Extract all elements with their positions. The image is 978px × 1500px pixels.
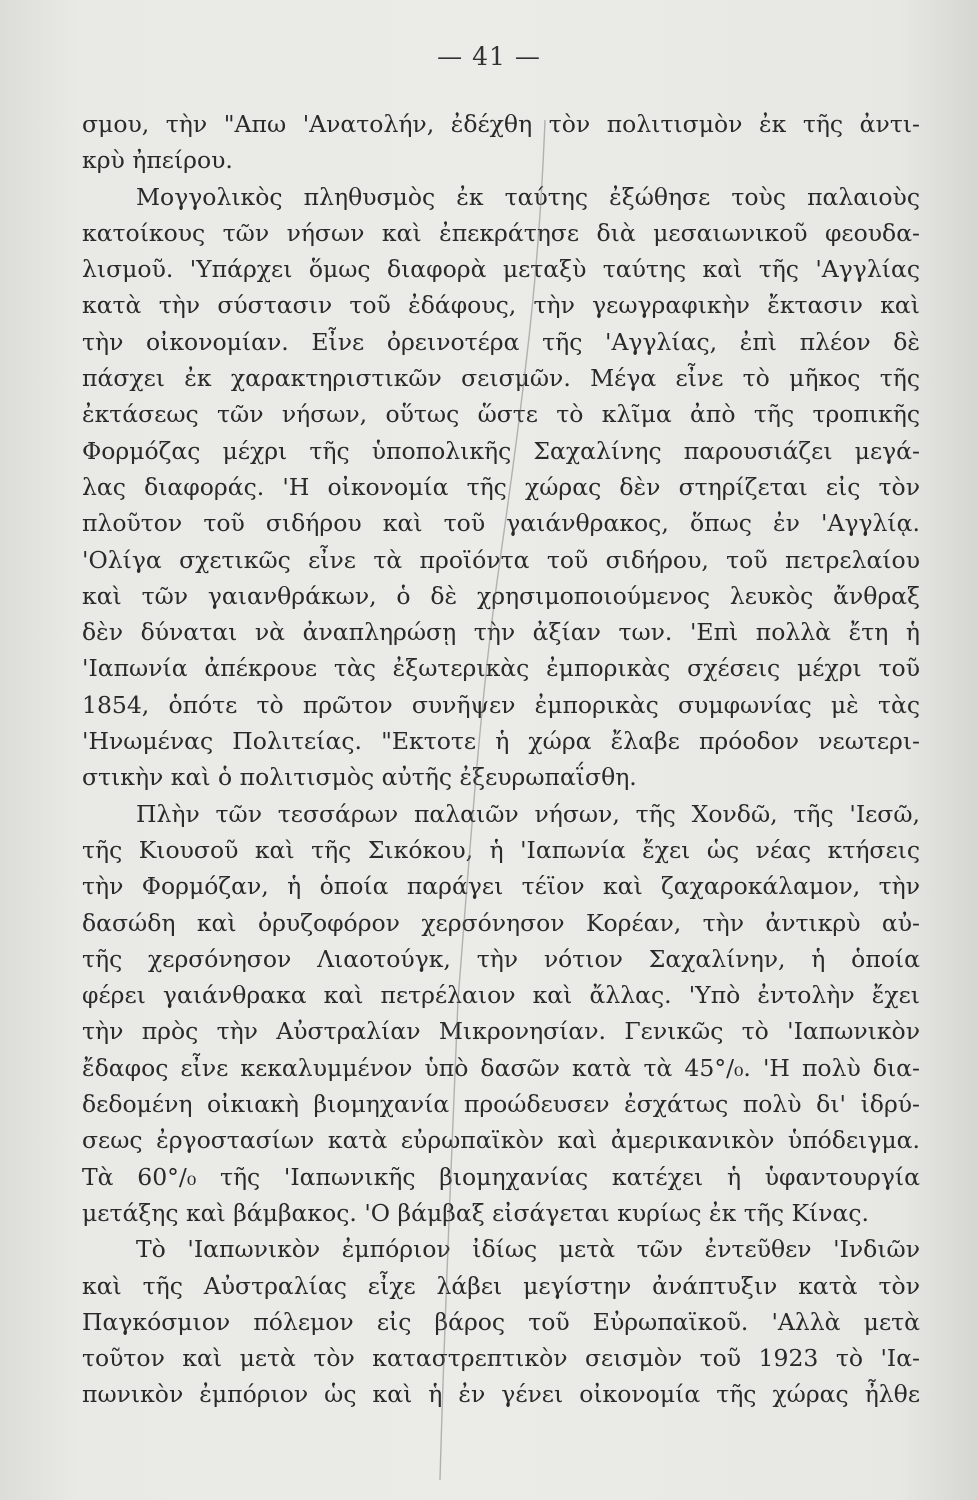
text-line: Πλὴν τῶν τεσσάρων παλαιῶν νήσων, τῆς Χονδῶ, τῆς 'Ιεσῶ, — [136, 799, 920, 828]
text-line: Τὰ 60°/₀ τῆς 'Ιαπωνικῆς βιομηχανίας κατέχει ἡ ὑφαντουργία — [82, 1162, 920, 1191]
text-line: 'Ηνωμένας Πολιτείας. "Εκτοτε ἡ χώρα ἔλαβε πρόοδον νεωτερι- — [82, 727, 920, 756]
text-line: 1854, ὁπότε τὸ πρῶτον συνῆψεν ἐμπορικὰς συμφωνίας μὲ τὰς — [82, 690, 920, 719]
text-line: 'Ιαπωνία ἀπέκρουε τὰς ἐξωτερικὰς ἐμπορικὰς σχέσεις μέχρι τοῦ — [82, 654, 920, 683]
text-line: λισμοῦ. 'Υπάρχει ὅμως διαφορὰ μεταξὺ ταύτης καὶ τῆς 'Αγγλίας — [82, 255, 920, 284]
text-line: τοῦτον καὶ μετὰ τὸν καταστρεπτικὸν σεισμὸν τοῦ 1923 τὸ 'Ια- — [82, 1344, 920, 1373]
text-line: τῆς χερσόνησον Λιαοτούγκ, τὴν νότιον Σαχαλίνην, ἡ ὁποία — [82, 944, 920, 973]
text-line: δὲν δύναται νὰ ἀναπληρώσῃ τὴν ἀξίαν των. 'Επὶ πολλὰ ἔτη ἡ — [82, 618, 920, 647]
text-line: 'Ολίγα σχετικῶς εἶνε τὰ προϊόντα τοῦ σιδήρου, τοῦ πετρελαίου — [82, 545, 920, 574]
text-line: στικὴν καὶ ὁ πολιτισμὸς αὐτῆς ἐξευρωπαΐσθη. — [82, 763, 637, 792]
text-line: σεως ἐργοστασίων κατὰ εὐρωπαϊκὸν καὶ ἀμερικανικὸν ὑπόδειγμα. — [82, 1126, 920, 1155]
text-line: Τὸ 'Ιαπωνικὸν ἐμπόριον ἰδίως μετὰ τῶν ἐντεῦθεν 'Ινδιῶν — [136, 1235, 920, 1264]
text-line: πλοῦτον τοῦ σιδήρου καὶ τοῦ γαιάνθρακος, ὅπως ἐν 'Αγγλίᾳ. — [82, 509, 920, 538]
text-line: Φορμόζας μέχρι τῆς ὑποπολικῆς Σαχαλίνης παρουσιάζει μεγά- — [82, 436, 920, 465]
text-line: ἐκτάσεως τῶν νήσων, οὕτως ὥστε τὸ κλῖμα ἀπὸ τῆς τροπικῆς — [82, 400, 920, 429]
text-line: δασώδη καὶ ὀρυζοφόρον χερσόνησον Κορέαν, τὴν ἀντικρὺ αὐ- — [82, 908, 920, 937]
text-line: Παγκόσμιον πόλεμον εἰς βάρος τοῦ Εὐρωπαϊκοῦ. 'Αλλὰ μετὰ — [82, 1307, 920, 1336]
text-line: λας διαφοράς. 'Η οἰκονομία τῆς χώρας δὲν στηρίζεται εἰς τὸν — [82, 472, 920, 501]
text-line: πωνικὸν ἐμπόριον ὡς καὶ ἡ ἐν γένει οἰκονομία τῆς χώρας ἦλθε — [82, 1380, 920, 1409]
page-number: — 41 — — [437, 42, 541, 71]
text-line: καὶ τῆς Αὐστραλίας εἶχε λάβει μεγίστην ἀνάπτυξιν κατὰ τὸν — [82, 1271, 920, 1300]
text-line: κρὺ ἠπείρου. — [82, 146, 233, 175]
body-text — [82, 106, 920, 1413]
text-line: Μογγολικὸς πληθυσμὸς ἐκ ταύτης ἐξώθησε τοὺς παλαιοὺς — [136, 182, 920, 211]
text-line: κατὰ τὴν σύστασιν τοῦ ἐδάφους, τὴν γεωγραφικὴν ἔκτασιν καὶ — [82, 291, 920, 320]
text-line: τῆς Κιουσοῦ καὶ τῆς Σικόκου, ἡ 'Ιαπωνία ἔχει ὡς νέας κτήσεις — [82, 835, 920, 864]
text-line: μετάξης καὶ βάμβακος. 'Ο βάμβαξ εἰσάγεται κυρίως ἐκ τῆς Κίνας. — [82, 1198, 870, 1227]
text-line: δεδομένη οἰκιακὴ βιομηχανία προώδευσεν ἐσχάτως πολὺ δι' ἱδρύ- — [82, 1090, 920, 1119]
text-line: τὴν οἰκονομίαν. Εἶνε ὀρεινοτέρα τῆς 'Αγγλίας, ἐπὶ πλέον δὲ — [82, 327, 920, 356]
text-line: τὴν πρὸς τὴν Αὐστραλίαν Μικρονησίαν. Γενικῶς τὸ 'Ιαπωνικὸν — [82, 1017, 920, 1046]
text-line: ἔδαφος εἶνε κεκαλυμμένον ὑπὸ δασῶν κατὰ τὰ 45°/₀. 'Η πολὺ δια- — [82, 1053, 920, 1082]
text-line: καὶ τῶν γαιανθράκων, ὁ δὲ χρησιμοποιούμενος λευκὸς ἄνθραξ — [82, 581, 920, 610]
text-line: φέρει γαιάνθρακα καὶ πετρέλαιον καὶ ἄλλας. 'Υπὸ ἐντολὴν ἔχει — [82, 981, 920, 1010]
text-line: τὴν Φορμόζαν, ἡ ὁποία παράγει τέϊον καὶ ζαχαροκάλαμον, τὴν — [82, 872, 920, 901]
text-line: κατοίκους τῶν νήσων καὶ ἐπεκράτησε διὰ μεσαιωνικοῦ φεουδα- — [82, 218, 920, 247]
text-line: πάσχει ἐκ χαρακτηριστικῶν σεισμῶν. Μέγα εἶνε τὸ μῆκος τῆς — [82, 364, 920, 393]
text-line: σμου, τὴν "Απω 'Ανατολήν, ἐδέχθη τὸν πολιτισμὸν ἐκ τῆς ἀντι- — [82, 110, 920, 138]
